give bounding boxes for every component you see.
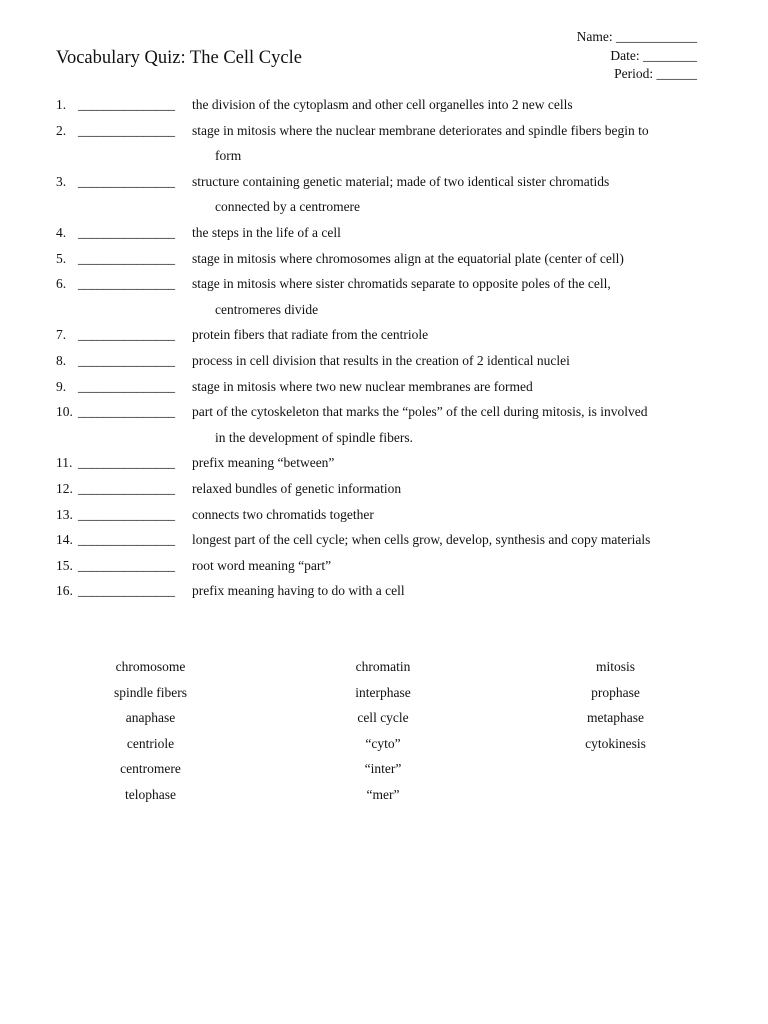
word-bank-term: prophase — [591, 684, 640, 700]
question-definition: prefix meaning having to do with a cell — [192, 583, 405, 599]
student-info-fields — [577, 28, 697, 84]
question-item — [56, 271, 726, 322]
question-definition: stage in mitosis where the nuclear membrane deteriorates and spindle fibers begin to — [192, 122, 649, 138]
question-item — [56, 578, 726, 604]
word-bank-term: anaphase — [125, 710, 176, 726]
word-bank-column — [291, 654, 476, 808]
question-definition: relaxed bundles of genetic information — [192, 480, 402, 496]
answer-blank[interactable]: _______________ — [78, 173, 175, 189]
word-bank-term: “cyto” — [365, 735, 401, 751]
question-item — [56, 92, 726, 118]
answer-blank[interactable]: _______________ — [78, 224, 175, 240]
question-definition: connects two chromatids together — [192, 506, 374, 522]
answer-blank[interactable]: _______________ — [78, 276, 175, 292]
quiz-title: Vocabulary Quiz: The Cell Cycle — [56, 48, 302, 68]
question-number: 9. — [56, 378, 67, 394]
question-number: 10. — [56, 404, 73, 420]
question-item — [56, 450, 726, 476]
answer-blank[interactable]: _______________ — [78, 97, 175, 112]
question-definition-continued: form — [215, 148, 242, 164]
word-bank-column — [523, 654, 708, 808]
answer-blank[interactable]: _______________ — [78, 532, 175, 548]
word-bank-term: chromosome — [115, 659, 186, 674]
question-definition: longest part of the cell cycle; when cells grow, develop, synthesis and copy materials — [192, 532, 651, 548]
word-bank-term: metaphase — [587, 710, 644, 726]
answer-blank[interactable]: _______________ — [78, 455, 175, 471]
question-number: 13. — [56, 506, 73, 522]
question-definition: structure containing genetic material; made of two identical sister chromatids — [192, 173, 610, 189]
question-definition: stage in mitosis where sister chromatids separate to opposite poles of the cell, — [192, 276, 611, 292]
question-number: 7. — [56, 327, 67, 343]
word-bank-term: interphase — [355, 684, 411, 700]
question-item — [56, 118, 726, 169]
word-bank-term: centriole — [126, 735, 175, 751]
question-definition: part of the cytoskeleton that marks the “poles” of the cell during mitosis, is involved — [192, 404, 648, 420]
question-number: 15. — [56, 557, 73, 573]
answer-blank[interactable]: _______________ — [78, 480, 175, 496]
question-list — [56, 92, 726, 604]
word-bank-column — [58, 654, 243, 808]
question-definition-continued: centromeres divide — [215, 301, 319, 317]
question-definition: stage in mitosis where chromosomes align at the equatorial plate (center of cell) — [192, 250, 624, 266]
question-item — [56, 322, 726, 348]
question-item — [56, 374, 726, 400]
word-bank-term: telophase — [125, 786, 176, 802]
question-item — [56, 169, 726, 220]
question-number: 8. — [56, 352, 67, 368]
word-bank-term: “mer” — [366, 786, 400, 802]
question-item — [56, 476, 726, 502]
answer-blank[interactable]: _______________ — [78, 506, 175, 522]
date-field[interactable]: Date: ________ — [610, 47, 697, 63]
word-bank-term: cytokinesis — [585, 735, 646, 751]
question-number: 11. — [56, 455, 73, 471]
question-item — [56, 527, 726, 553]
question-number: 14. — [56, 532, 73, 548]
answer-blank[interactable]: _______________ — [78, 250, 175, 266]
name-field[interactable]: Name: ____________ — [576, 29, 697, 44]
question-definition: the steps in the life of a cell — [192, 224, 341, 240]
question-definition: protein fibers that radiate from the centriole — [192, 327, 429, 343]
answer-blank[interactable]: _______________ — [78, 122, 175, 138]
question-definition: prefix meaning “between” — [192, 455, 335, 471]
question-definition: stage in mitosis where two new nuclear membranes are formed — [192, 378, 533, 394]
question-number: 4. — [56, 224, 67, 240]
question-number: 2. — [56, 122, 67, 138]
question-number: 16. — [56, 583, 73, 599]
question-item — [56, 553, 726, 579]
answer-blank[interactable]: _______________ — [78, 352, 175, 368]
answer-blank[interactable]: _______________ — [78, 378, 175, 394]
word-bank-term: cell cycle — [357, 710, 409, 726]
question-definition-continued: connected by a centromere — [215, 199, 361, 215]
question-number: 1. — [56, 97, 67, 112]
word-bank-term: spindle fibers — [113, 684, 188, 700]
question-item — [56, 502, 726, 528]
answer-blank[interactable]: _______________ — [78, 583, 175, 599]
question-definition: the division of the cytoplasm and other cell organelles into 2 new cells — [192, 97, 573, 112]
question-item — [56, 246, 726, 272]
answer-blank[interactable]: _______________ — [78, 404, 175, 420]
question-definition: root word meaning “part” — [192, 557, 332, 573]
question-definition: process in cell division that results in the creation of 2 identical nuclei — [192, 352, 570, 368]
word-bank — [58, 654, 708, 808]
answer-blank[interactable]: _______________ — [78, 557, 175, 573]
question-number: 3. — [56, 173, 67, 189]
question-number: 6. — [56, 276, 67, 292]
question-item — [56, 220, 726, 246]
word-bank-term: chromatin — [355, 659, 411, 674]
word-bank-term: centromere — [120, 761, 181, 777]
word-bank-term: mitosis — [595, 659, 635, 674]
question-number: 12. — [56, 480, 73, 496]
question-number: 5. — [56, 250, 67, 266]
question-item — [56, 399, 726, 450]
answer-blank[interactable]: _______________ — [78, 327, 175, 343]
question-definition-continued: in the development of spindle fibers. — [215, 429, 413, 445]
word-bank-term: “inter” — [364, 761, 402, 777]
question-item — [56, 348, 726, 374]
period-field[interactable]: Period: ______ — [614, 66, 697, 81]
